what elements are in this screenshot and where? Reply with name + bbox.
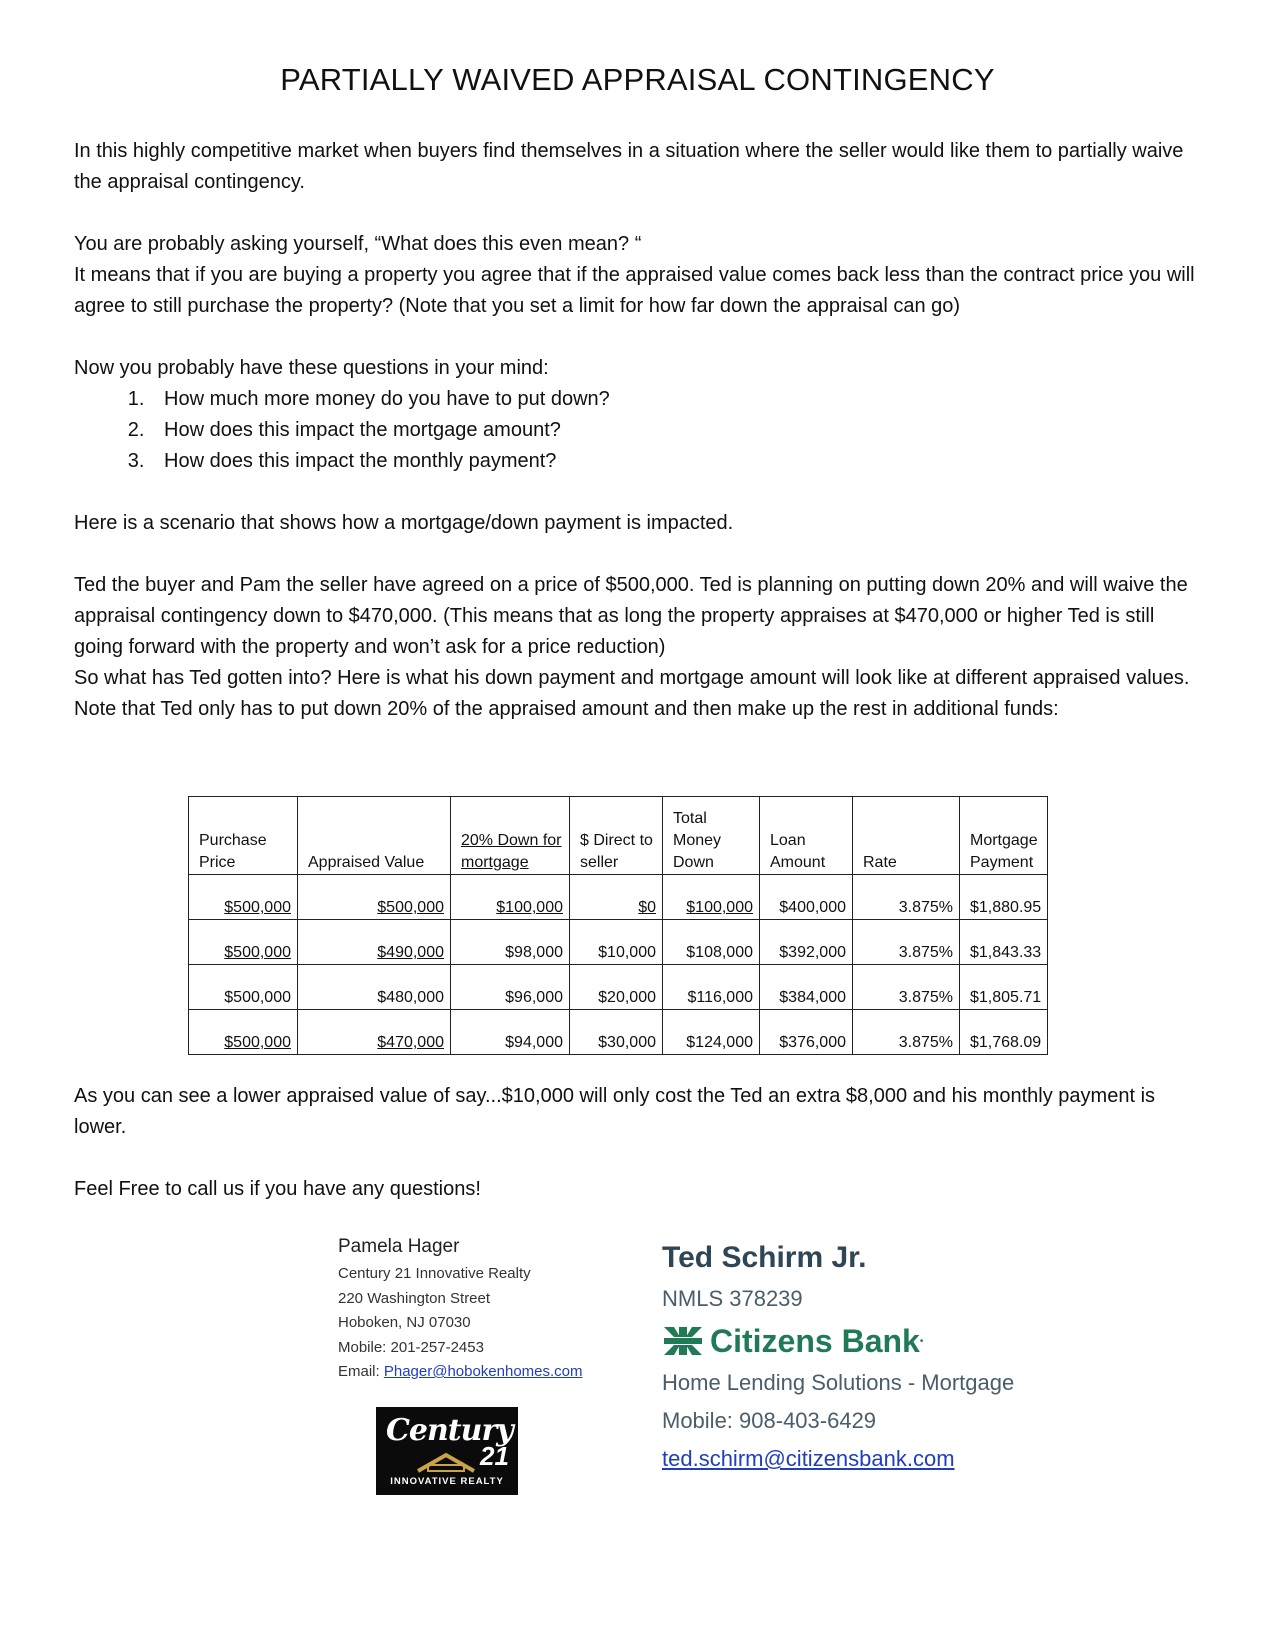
agent-email-label: Email: <box>338 1363 384 1380</box>
century21-logo-word: Century <box>386 1413 513 1448</box>
asking-paragraph: You are probably asking yourself, “What does this even mean? “ <box>74 233 642 255</box>
table-header-row <box>189 797 1048 875</box>
citizens-bank-logo <box>662 1318 1014 1364</box>
header-purchase-price: Purchase Price <box>189 797 298 875</box>
citizens-bank-icon <box>662 1325 704 1357</box>
agent-name: Pamela Hager <box>338 1236 460 1257</box>
scenario-intro: Here is a scenario that shows how a mortgage/down payment is impacted. <box>74 512 734 534</box>
scenario-table <box>188 796 1048 1055</box>
table-row <box>189 1010 1048 1055</box>
cell-appraised-value: $470,000 <box>298 1010 451 1055</box>
questions-intro: Now you probably have these questions in your mind: <box>74 357 549 379</box>
lender-nmls: NMLS 378239 <box>662 1286 803 1311</box>
header-down-mortgage: 20% Down for mortgage <box>451 797 570 875</box>
cell-loan-amount: $384,000 <box>760 965 853 1010</box>
conclusion-paragraph: As you can see a lower appraised value of say...$10,000 will only cost the Ted an extra $8,000 and his monthly payment is lower. <box>74 1085 1156 1138</box>
table-row <box>189 875 1048 920</box>
table-row <box>189 920 1048 965</box>
header-mortgage-payment: Mortgage Payment <box>960 797 1048 875</box>
lender-signature <box>662 1236 1014 1478</box>
note-paragraph: Note that Ted only has to put down 20% of the appraised amount and then make up the rest in additional funds: <box>74 698 1059 720</box>
agent-mobile: Mobile: 201-257-2453 <box>338 1338 484 1356</box>
header-total-money-down: Total Money Down <box>663 797 760 875</box>
cell-mortgage-payment: $1,880.95 <box>960 875 1048 920</box>
agent-email-link[interactable]: Phager@hobokenhomes.com <box>383 1363 583 1380</box>
body-text-bottom <box>74 1081 1204 1205</box>
header-direct-to-seller: $ Direct to seller <box>570 797 663 875</box>
cell-rate: 3.875% <box>853 875 960 920</box>
cell-down-mortgage: $94,000 <box>451 1010 570 1055</box>
cell-purchase-price: $500,000 <box>189 875 298 920</box>
cell-rate: 3.875% <box>853 1010 960 1055</box>
cell-purchase-price: $500,000 <box>189 965 298 1010</box>
cell-loan-amount: $400,000 <box>760 875 853 920</box>
cell-direct-to-seller: $0 <box>570 875 663 920</box>
cell-direct-to-seller: $10,000 <box>570 920 663 965</box>
header-rate: Rate <box>853 797 960 875</box>
agent-email-line <box>338 1360 583 1385</box>
cell-mortgage-payment: $1,768.09 <box>960 1010 1048 1055</box>
cell-loan-amount: $376,000 <box>760 1010 853 1055</box>
cell-direct-to-seller: $30,000 <box>570 1010 663 1055</box>
cell-total-money-down: $100,000 <box>663 875 760 920</box>
lender-name: Ted Schirm Jr. <box>662 1241 867 1274</box>
cell-total-money-down: $108,000 <box>663 920 760 965</box>
agent-street: 220 Washington Street <box>338 1289 491 1307</box>
cell-direct-to-seller: $20,000 <box>570 965 663 1010</box>
cell-total-money-down: $116,000 <box>663 965 760 1010</box>
agent-city: Hoboken, NJ 07030 <box>338 1314 471 1331</box>
intro-paragraph: In this highly competitive market when buyers find themselves in a situation where the seller would like them to partially waive the appraisal contingency. <box>74 140 1184 193</box>
header-appraised-value: Appraised Value <box>298 797 451 875</box>
table-row <box>189 965 1048 1010</box>
closing-paragraph: Feel Free to call us if you have any questions! <box>74 1178 481 1200</box>
ted-pam-paragraph: Ted the buyer and Pam the seller have agreed on a price of $500,000. Ted is planning on putting down 20% and will waive the appraisal contingency down to $470,000. (This means that as long the property appraises at $470,000 or higher Ted is still going forward with the property and won’t ask for a price reduction) <box>74 574 1188 658</box>
cell-purchase-price: $500,000 <box>189 1010 298 1055</box>
so-what-paragraph: So what has Ted gotten into? Here is what his down payment and mortgage amount will look like at different appraised values. <box>74 667 1190 689</box>
cell-appraised-value: $490,000 <box>298 920 451 965</box>
header-loan-amount: Loan Amount <box>760 797 853 875</box>
question-item: 1. How much more money do you have to put down? <box>150 384 1204 415</box>
bank-name: Citizens Bank <box>710 1322 920 1359</box>
agent-signature <box>338 1232 583 1385</box>
cell-rate: 3.875% <box>853 965 960 1010</box>
cell-loan-amount: $392,000 <box>760 920 853 965</box>
lender-email-line <box>662 1440 1014 1478</box>
question-item: 3. How does this impact the monthly payment? <box>150 446 1204 477</box>
question-item: 2. How does this impact the mortgage amount? <box>150 415 1204 446</box>
agent-company: Century 21 Innovative Realty <box>338 1265 531 1282</box>
cell-down-mortgage: $98,000 <box>451 920 570 965</box>
cell-total-money-down: $124,000 <box>663 1010 760 1055</box>
questions-list <box>74 384 1204 477</box>
page-title: PARTIALLY WAIVED APPRAISAL CONTINGENCY <box>280 62 995 97</box>
cell-appraised-value: $500,000 <box>298 875 451 920</box>
cell-mortgage-payment: $1,843.33 <box>960 920 1048 965</box>
lender-division: Home Lending Solutions - Mortgage <box>662 1370 1015 1395</box>
cell-down-mortgage: $96,000 <box>451 965 570 1010</box>
house-roof-icon <box>416 1451 480 1473</box>
cell-purchase-price: $500,000 <box>189 920 298 965</box>
lender-mobile: Mobile: 908-403-6429 <box>662 1408 877 1433</box>
body-text-top <box>74 136 1204 725</box>
century21-logo <box>376 1407 518 1495</box>
cell-appraised-value: $480,000 <box>298 965 451 1010</box>
trademark-mark: • <box>919 1335 924 1347</box>
century21-logo-number: 21 <box>480 1441 509 1471</box>
cell-down-mortgage: $100,000 <box>451 875 570 920</box>
lender-email-link[interactable]: ted.schirm@citizensbank.com <box>662 1446 955 1471</box>
meaning-paragraph: It means that if you are buying a property you agree that if the appraised value comes back less than the contract price you will agree to still purchase the property? (Note that you set a limit for how far down the appraisal can go) <box>74 264 1195 317</box>
century21-logo-sub: INNOVATIVE REALTY <box>390 1476 504 1487</box>
cell-mortgage-payment: $1,805.71 <box>960 965 1048 1010</box>
cell-rate: 3.875% <box>853 920 960 965</box>
